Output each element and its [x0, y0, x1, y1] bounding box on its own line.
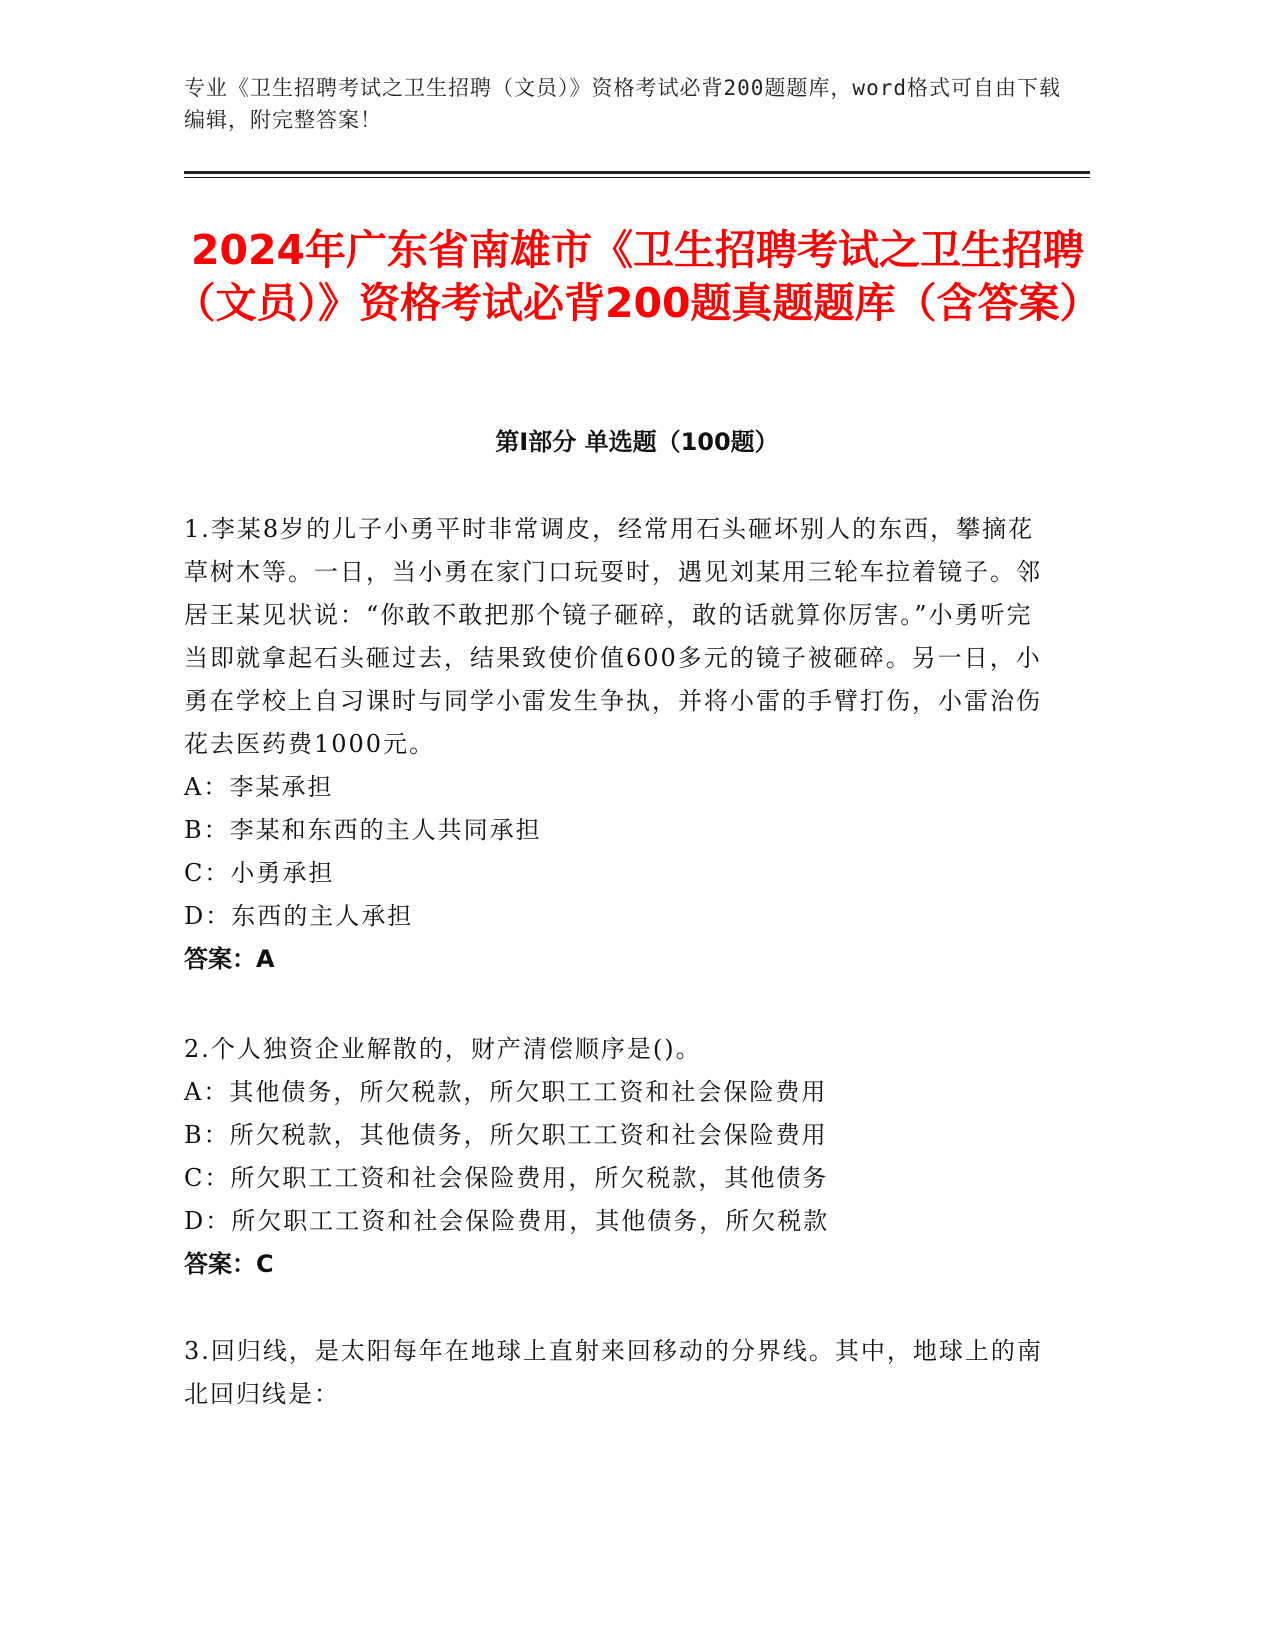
document-title: 2024年广东省南雄市《卫生招聘考试之卫生招聘（文员）》资格考试必背200题真题题库（含答案）: [174, 226, 1101, 327]
answer: 答案：C: [184, 1250, 274, 1278]
option-d: D：所欠职工工资和社会保险费用，其他债务，所欠税款: [184, 1207, 830, 1235]
option-c: C：所欠职工工资和社会保险费用，所欠税款，其他债务: [184, 1164, 829, 1192]
question-3: [184, 1330, 1044, 1416]
option-b: B：所欠税款，其他债务，所欠职工工资和社会保险费用: [184, 1121, 828, 1149]
question-1: [184, 508, 1044, 981]
header-rule-thick: [184, 171, 1090, 174]
header-note: 专业《卫生招聘考试之卫生招聘（文员）》资格考试必背200题题库，word格式可自由下载编辑，附完整答案！: [184, 76, 1061, 132]
option-d: D：东西的主人承担: [184, 902, 414, 930]
question-stem: 3.回归线，是太阳每年在地球上直射来回移动的分界线。其中，地球上的南北回归线是：: [184, 1337, 1043, 1408]
question-stem: 2.个人独资企业解散的，财产清偿顺序是()。: [184, 1035, 702, 1063]
option-c: C：小勇承担: [184, 859, 335, 887]
answer: 答案：A: [184, 945, 275, 973]
header-rule-thin: [184, 177, 1090, 178]
question-stem: 1.李某8岁的儿子小勇平时非常调皮，经常用石头砸坏别人的东西，攀摘花草树木等。一日，当小勇在家门口玩耍时，遇见刘某用三轮车拉着镜子。邻居王某见状说：“你敢不敢把那个镜子砸碎，敢的话就算你厉害。”小勇听完当即就拿起石头砸过去，结果致使价值600多元的镜子被砸碎。另一日，小勇在学校上自习课时与同学小雷发生争执，并将小雷的手臂打伤，小雷治伤花去医药费1000元。: [184, 515, 1042, 758]
option-a: A：其他债务，所欠税款，所欠职工工资和社会保险费用: [184, 1078, 828, 1106]
section-title: 第I部分 单选题（100题）: [495, 428, 779, 456]
option-b: B：李某和东西的主人共同承担: [184, 816, 542, 844]
option-a: A：李某承担: [184, 773, 334, 801]
question-2: [184, 1028, 1044, 1286]
